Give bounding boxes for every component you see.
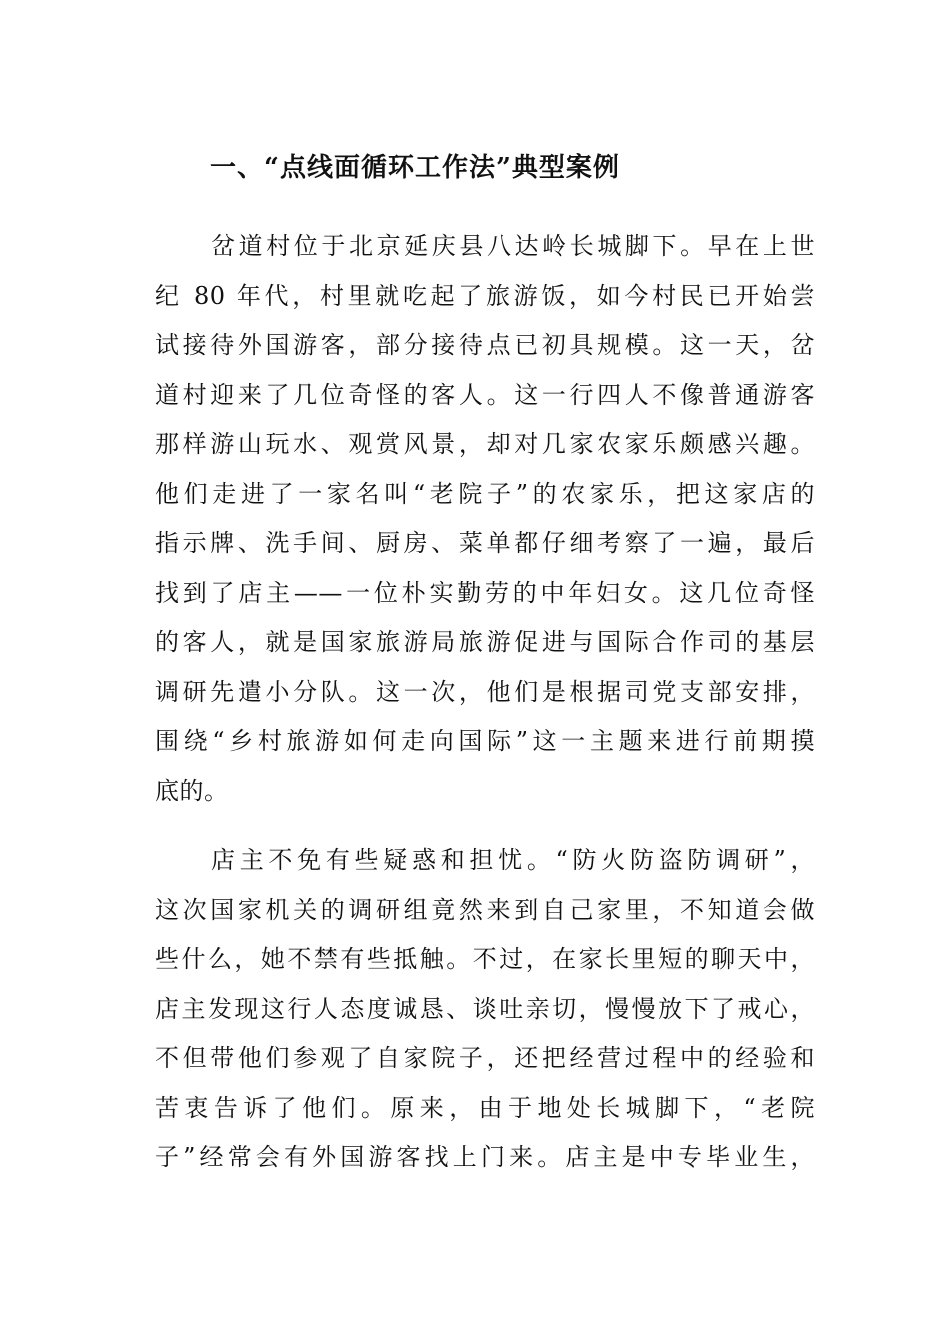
paragraph-line: 纪 80 年代，村里就吃起了旅游饭，如今村民已开始尝 [155, 281, 815, 310]
paragraph-line: 苦衷告诉了他们。原来，由于地处长城脚下，“老院 [155, 1093, 815, 1122]
paragraph-line: 调研先遣小分队。这一次，他们是根据司党支部安排， [155, 677, 815, 706]
paragraph-line: 岔道村位于北京延庆县八达岭长城脚下。早在上世 [211, 232, 815, 260]
paragraph-line: 那样游山玩水、观赏风景，却对几家农家乐颇感兴趣。 [155, 430, 815, 458]
paragraph-line: 他们走进了一家名叫“老院子”的农家乐，把这家店的 [155, 479, 815, 508]
paragraph-line: 不但带他们参观了自家院子，还把经营过程中的经验和 [155, 1044, 815, 1072]
paragraph-line: 子”经常会有外国游客找上门来。店主是中专毕业生， [155, 1143, 815, 1171]
section-heading: 一、“点线面循环工作法”典型案例 [210, 153, 620, 183]
paragraph-line: 试接待外国游客，部分接待点已初具规模。这一天，岔 [155, 331, 815, 359]
paragraph-line: 指示牌、洗手间、厨房、菜单都仔细考察了一遍，最后 [155, 529, 815, 557]
paragraph-line: 这次国家机关的调研组竟然来到自己家里，不知道会做 [155, 895, 815, 924]
paragraph-line: 店主发现这行人态度诚恳、谈吐亲切，慢慢放下了戒心， [155, 994, 815, 1023]
paragraph-line: 围绕“乡村旅游如何走向国际”这一主题来进行前期摸 [155, 727, 815, 755]
paragraph-line: 店主不免有些疑惑和担忧。“防火防盗防调研”， [211, 846, 815, 874]
paragraph-line: 的客人，就是国家旅游局旅游促进与国际合作司的基层 [155, 628, 815, 656]
paragraph-1 [155, 222, 815, 816]
paragraph-line: 底的。 [155, 776, 229, 805]
paragraph-line: 道村迎来了几位奇怪的客人。这一行四人不像普通游客 [155, 380, 815, 409]
paragraph-line: 些什么，她不禁有些抵触。不过，在家长里短的聊天中， [155, 945, 815, 973]
paragraph-2 [155, 836, 815, 1183]
paragraph-line: 找到了店主——一位朴实勤劳的中年妇女。这几位奇怪 [155, 578, 815, 607]
